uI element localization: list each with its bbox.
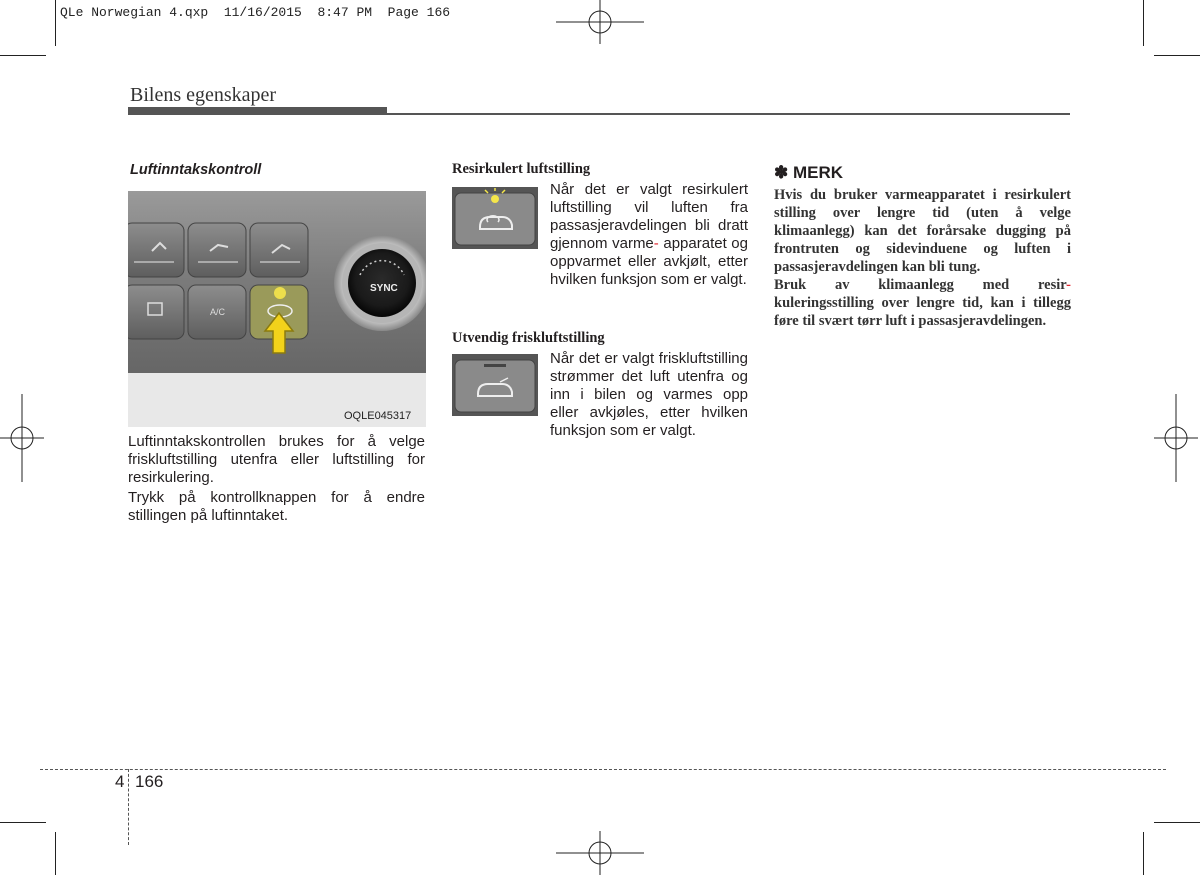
crop-mark xyxy=(55,0,56,46)
footer-rule xyxy=(40,769,1166,770)
image-caption: OQLE045317 xyxy=(344,410,412,422)
recirc-heading: Resirkulert luftstilling xyxy=(452,161,591,177)
note-paragraph xyxy=(774,276,1071,330)
header-rule-thick xyxy=(128,107,387,115)
soft-hyphen: - xyxy=(653,235,659,252)
page-number: 166 xyxy=(135,772,164,791)
paragraph: Luftinntakskontrollen brukes for å velge friskluftstilling utenfra eller luftstilling for resirkulering. xyxy=(128,433,425,486)
chapter-number: 4 xyxy=(115,772,125,791)
soft-hyphen: - xyxy=(1066,277,1071,293)
crop-mark xyxy=(0,822,46,823)
note-title: MERK xyxy=(792,163,844,182)
recirc-text-main: Når det er valgt resirkulert luftstilling vil luften fra passasjeravdelingen bli dratt gjennom varme xyxy=(550,181,748,252)
fresh-air-heading: Utvendig friskluftstilling xyxy=(452,330,605,346)
crop-mark xyxy=(1154,55,1200,56)
recirc-text xyxy=(550,181,748,289)
footer-divider xyxy=(128,769,129,845)
registration-mark-top xyxy=(556,0,644,44)
registration-mark-bottom xyxy=(556,831,644,875)
page-header-title: Bilens egenskaper xyxy=(130,84,277,106)
crop-mark xyxy=(1154,822,1200,823)
indicator-off-icon xyxy=(484,364,506,367)
sync-label: SYNC xyxy=(370,283,398,294)
fresh-air-text: Når det er valgt friskluftstilling strømmer det luft utenfra og inn i bilen og varmes opp eller avkjøles, etter hvilken funksjon som er valgt. xyxy=(550,350,748,439)
paragraph: Trykk på kontrollknappen for å endre stillingen på luftinntaket. xyxy=(128,489,425,524)
climate-control-photo xyxy=(128,191,426,427)
note-paragraph: Hvis du bruker varmeapparatet i resirkulert stilling over lengre tid (uten å velge klimaanlegg) kan det forårsake dugging på frontruten og sidevinduene og luften i passasjeravdelingen kan bli tung. xyxy=(774,187,1071,275)
note-text-tail: kuleringsstilling over lengre tid, kan i tillegg føre til svært tørr luft i passasjeravdelingen. xyxy=(774,295,1071,329)
note-heading xyxy=(774,163,843,183)
fresh-air-button-image xyxy=(452,354,538,416)
recirc-text-tail: apparatet og oppvarmet eller avkjølt, etter hvilken funksjon som er valgt. xyxy=(550,235,748,288)
section-heading: Luftinntakskontroll xyxy=(130,162,262,178)
crop-mark xyxy=(0,55,46,56)
crop-mark xyxy=(1143,0,1144,46)
print-slug: QLe Norwegian 4.qxp 11/16/2015 8:47 PM Page 166 xyxy=(60,5,451,20)
ac-label: A/C xyxy=(210,307,226,317)
header-rule-thin xyxy=(387,113,1070,115)
asterisk-icon: ✽ xyxy=(774,163,789,182)
note-text-main: Bruk av klimaanlegg med resir xyxy=(774,277,1067,293)
recirc-button-image xyxy=(452,187,538,249)
note-body xyxy=(774,186,1071,330)
crop-mark xyxy=(1143,832,1144,875)
registration-mark-left xyxy=(0,394,44,482)
crop-mark xyxy=(55,832,56,875)
registration-mark-right xyxy=(1154,394,1198,482)
